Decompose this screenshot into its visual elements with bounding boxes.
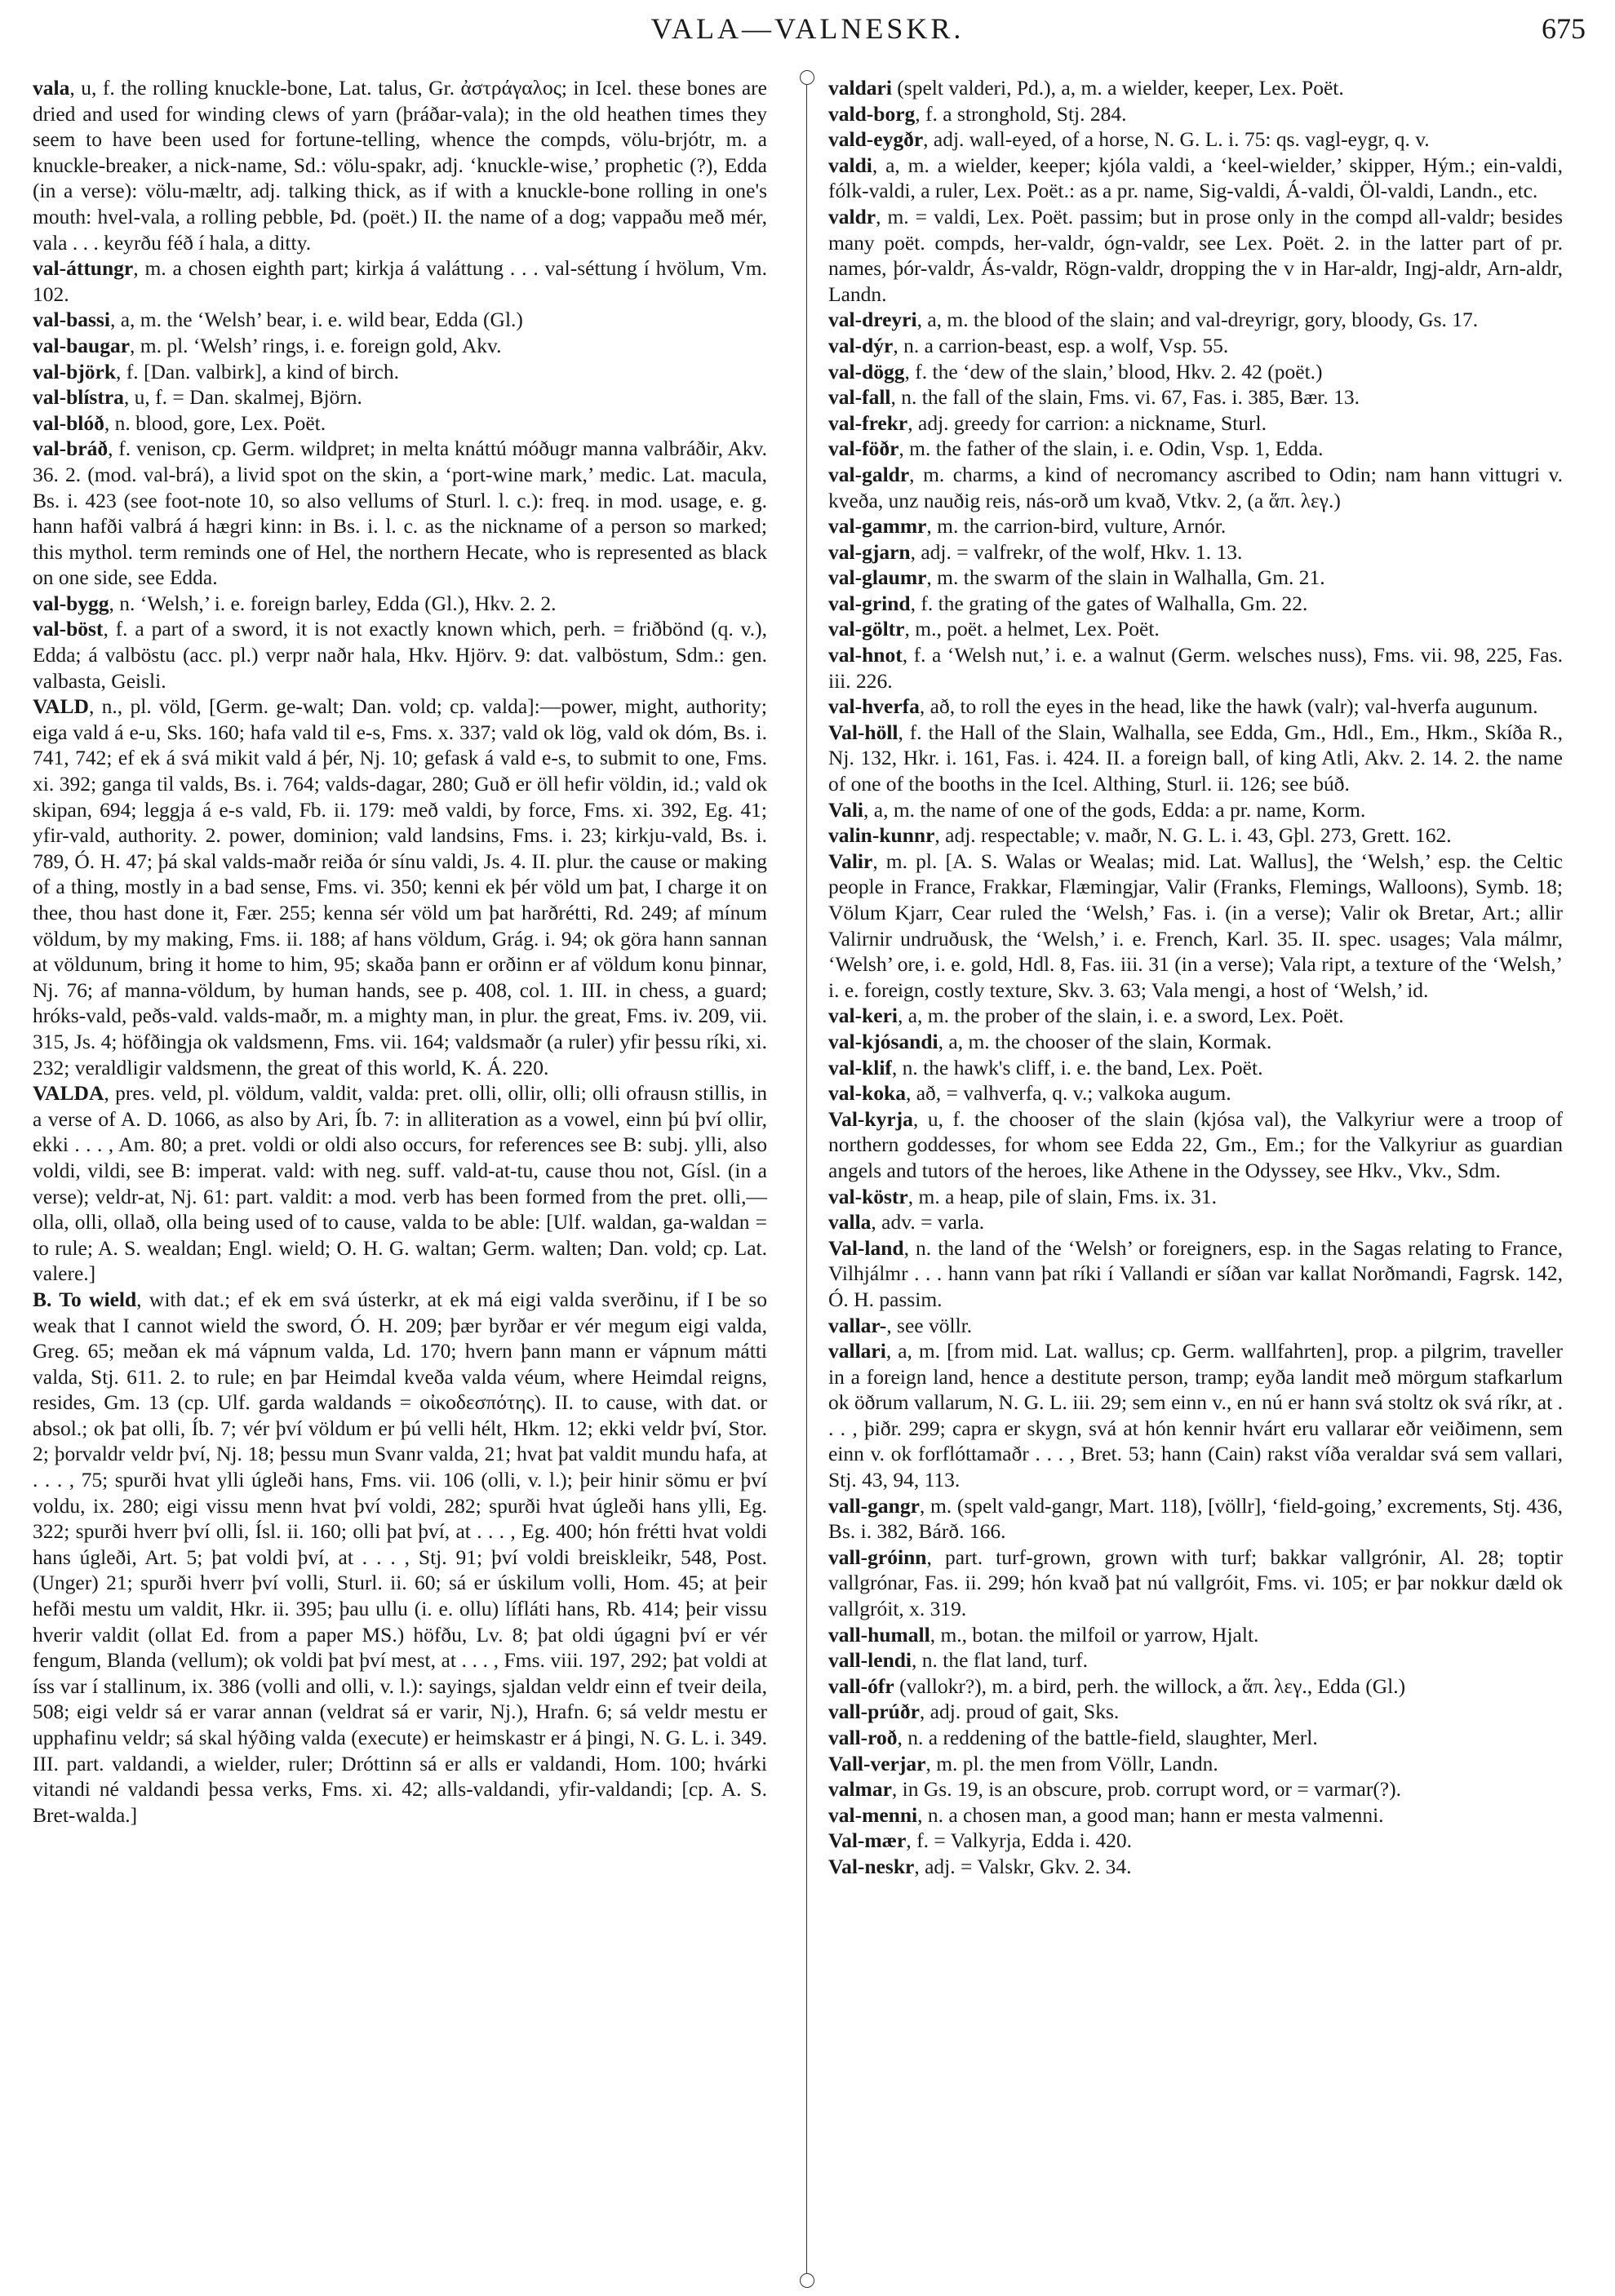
headword: Val-höll xyxy=(828,720,898,744)
dictionary-entry: val-föðr, m. the father of the slain, i. e. Odin, Vsp. 1, Edda. xyxy=(828,437,1324,461)
dictionary-entry: val-björk, f. [Dan. valbirk], a kind of birch. xyxy=(33,359,399,383)
dictionary-entry: valdari (spelt valderi, Pd.), a, m. a wielder, keeper, Lex. Poët. xyxy=(828,76,1344,100)
dictionary-entry: val-köstr, m. a heap, pile of slain, Fms. ix. 31. xyxy=(828,1184,1217,1208)
headword: val-baugar xyxy=(33,333,131,357)
dictionary-entry: val-böst, f. a part of a sword, it is not exactly known which, perh. = friðbönd (q. v.), Edda; á valböstu (acc. pl.) verpr naðr hala, Hkv. Hjörv. 9: dat. valböstum, Sdm.: gen. valbasta, Geisli. xyxy=(33,617,767,693)
divider-ornament-top xyxy=(800,70,814,85)
dictionary-entry: val-keri, a, m. the prober of the slain, i. e. a sword, Lex. Poët. xyxy=(828,1004,1344,1028)
headword: vala xyxy=(33,76,70,100)
right-column xyxy=(828,75,1563,1880)
dictionary-entry: val-fall, n. the fall of the slain, Fms. vi. 67, Fas. i. 385, Bær. 13. xyxy=(828,385,1360,410)
dictionary-entry: val-dýr, n. a carrion-beast, esp. a wolf, Vsp. 55. xyxy=(828,333,1229,357)
headword: valdari xyxy=(828,76,892,100)
dictionary-entry: Vali, a, m. the name of one of the gods, Edda: a pr. name, Korm. xyxy=(828,797,1366,822)
headword: vallar- xyxy=(828,1313,887,1337)
dictionary-entry: val-bassi, a, m. the ‘Welsh’ bear, i. e. wild bear, Edda (Gl.) xyxy=(33,308,523,332)
dictionary-entry: VALD, n., pl. völd, [Germ. ge-walt; Dan. vold; cp. valda]:—power, might, authority; eiga vald á e-u, Sks. 160; hafa vald til e-s, Fms. x. 337; vald ok lög, vald ok dóm, Bs. i. 741, 742; ef ek á svá mikit vald á þér, Nj. 10; gefask á vald e-s, to submit to one, Fms. xi. 392; ganga til valds, Bs. i. 764; valds-dagar, 280; Guð er öll hefir völdin, id.; vald ok skipan, 694; leggja á e-s vald, Fb. ii. 179: með valdi, by force, Fms. xi. 392, Eg. 41; yfir-vald, authority. 2. power, dominion; vald landsins, Fms. i. 23; kirkju-vald, Bs. i. 789, Ó. H. 47; þá skal valds-maðr reiða ór sínu valdi, Js. 4. II. plur. the cause or making of a thing, mostly in a bad sense, Fms. vi. 350; kenni ek þér völd um þat, I charge it on thee, thou hast done it, Fær. 255; kenna sér völd um þat harðrétti, Rd. 249; af mínum völdum, by my making, Fms. ii. 188; af hans völdum, Grág. i. 94; ok göra hann sannan at völdunum, bring it home to him, 95; skaða þann er orðinn er af völdum konu þinnar, Nj. 76; af manna-völdum, by human hands, see p. 408, col. 1. III. in chess, a guard; hróks-vald, peðs-vald. valds-maðr, m. a mighty man, in plur. the great, Fms. iv. 209, vii. 315, Js. 4; höfðingja ok valdsmenn, Fms. vii. 164; valdsmaðr (a ruler) yfir þessu ríki, xi. 232; veraldligir valdsmenn, the great of this world, K. Á. 220. xyxy=(33,694,767,1079)
dictionary-entry: valla, adv. = varla. xyxy=(828,1210,985,1234)
headword: val-dreyri xyxy=(828,308,917,332)
headword: vall-roð xyxy=(828,1726,898,1749)
headword: val-hnot xyxy=(828,643,903,667)
page-number: 675 xyxy=(1542,12,1586,45)
headword: vall-ófr xyxy=(828,1673,894,1698)
headword: val-gammr xyxy=(828,514,927,539)
headword: vald-borg xyxy=(828,101,916,126)
dictionary-entry: val-gjarn, adj. = valfrekr, of the wolf, Hkv. 1. 13. xyxy=(828,539,1243,564)
headword: val-dögg xyxy=(828,359,905,383)
dictionary-entry: val-klif, n. the hawk's cliff, i. e. the band, Lex. Poët. xyxy=(828,1055,1263,1079)
headword: val-köstr xyxy=(828,1184,908,1208)
dictionary-entry: valdi, a, m. a wielder, keeper; kjóla valdi, a ‘keel-wielder,’ skipper, Hým.; ein-valdi, fólk-valdi, a ruler, Lex. Poët.: as a pr. name, Sig-valdi, Á-valdi, Öl-valdi, Landn., etc. xyxy=(828,153,1563,203)
dictionary-entry: vallari, a, m. [from mid. Lat. wallus; cp. Germ. wallfahrten], prop. a pilgrim, traveller in a foreign land, hence a destitute person, tramp; eyða landit með mörgum stafkarlum ok öðrum vallarum, N. G. L. iii. 29; sem einn v., en nú er hann svá stoltz ok svá ríkr, at . . . , þiðr. 299; capra er skygn, svá at hón kennir hvárt eru vallarar eðr veiðimenn, sem einn v. ok forflóttamaðr . . . , Bret. 53; hann (Cain) rakst víða veraldar svá sem vallari, Stj. 43, 94, 113. xyxy=(828,1339,1563,1492)
headword: val-björk xyxy=(33,359,116,383)
headword: Vali xyxy=(828,797,863,822)
dictionary-entry: vald-eygðr, adj. wall-eyed, of a horse, N. G. L. i. 75: qs. vagl-eygr, q. v. xyxy=(828,127,1430,152)
dictionary-entry: val-hnot, f. a ‘Welsh nut,’ i. e. a walnut (Germ. welsches nuss), Fms. vii. 98, 225, Fas. iii. 226. xyxy=(828,643,1563,693)
headword: val-frekr xyxy=(828,410,908,435)
headword: val-menni xyxy=(828,1802,918,1827)
dictionary-entry: val-koka, að, = valhverfa, q. v.; valkoka augum. xyxy=(828,1081,1231,1106)
dictionary-entry: val-blóð, n. blood, gore, Lex. Poët. xyxy=(33,410,326,435)
headword: Vall-verjar xyxy=(828,1751,926,1775)
headword: val-koka xyxy=(828,1081,906,1106)
running-head xyxy=(0,8,1615,49)
headword: B. To wield xyxy=(33,1287,137,1311)
dictionary-entry: vall-roð, n. a reddening of the battle-field, slaughter, Merl. xyxy=(828,1726,1318,1749)
dictionary-entry: Val-neskr, adj. = Valskr, Gkv. 2. 34. xyxy=(828,1854,1132,1878)
headword: val-grind xyxy=(828,591,911,615)
headword: VALDA xyxy=(33,1081,104,1106)
headword: val-bygg xyxy=(33,591,109,615)
dictionary-entry: val-menni, n. a chosen man, a good man; hann er mesta valmenni. xyxy=(828,1802,1384,1827)
headword: val-klif xyxy=(828,1055,892,1079)
headword: valdi xyxy=(828,153,872,177)
dictionary-entry: vall-gróinn, part. turf-grown, grown with turf; bakkar vallgrónir, Al. 28; toptir vallgrónar, Fas. ii. 299; hón kvað þat nú vallgróit, Fms. vi. 105; er þar nokkur dæld ok vallgróit, x. 319. xyxy=(828,1545,1563,1621)
headword: VALD xyxy=(33,694,89,719)
headword: Val-neskr xyxy=(828,1854,915,1878)
headword: val-kjósandi xyxy=(828,1029,938,1053)
dictionary-entry: val-bráð, f. venison, cp. Germ. wildpret; in melta knáttú móðugr manna valbráðir, Akv. 36. 2. (mod. val-brá), a livid spot on the skin, a ‘port-wine mark,’ medic. Lat. macula, Bs. i. 423 (see foot-note 10, so also vellums of Sturl. l. c.): freq. in mod. usage, e. g. hann hafði valbrá á hægri kinn: in Bs. i. l. c. as the nickname of a person so marked; this mythol. term reminds one of Hel, the northern Hecate, who is represented as black on one side, see Edda. xyxy=(33,437,767,590)
dictionary-entry: valdr, m. = valdi, Lex. Poët. passim; but in prose only in the compd all-valdr; besides many poët. compds, her-valdr, ógn-valdr, see Lex. Poët. 2. in the latter part of pr. names, þór-valdr, Ás-valdr, Rögn-valdr, dropping the v in Har-aldr, Ingj-aldr, Arn-aldr, Landn. xyxy=(828,204,1563,306)
headword: val-göltr xyxy=(828,617,905,641)
divider-ornament-bottom xyxy=(800,2273,814,2288)
headword: valdr xyxy=(828,204,876,228)
dictionary-entry: valin-kunnr, adj. respectable; v. maðr, N. G. L. i. 43, Gþl. 273, Grett. 162. xyxy=(828,823,1452,848)
dictionary-entry: val-glaumr, m. the swarm of the slain in Walhalla, Gm. 21. xyxy=(828,565,1325,590)
headword: val-böst xyxy=(33,617,104,641)
dictionary-entry: val-baugar, m. pl. ‘Welsh’ rings, i. e. foreign gold, Akv. xyxy=(33,333,502,357)
headword: val-föðr xyxy=(828,437,899,461)
headword: val-hverfa xyxy=(828,694,920,719)
dictionary-entry: val-frekr, adj. greedy for carrion: a nickname, Sturl. xyxy=(828,410,1267,435)
headword: val-galdr xyxy=(828,462,910,486)
headword: vall-lendi xyxy=(828,1648,912,1673)
dictionary-entry: Vall-verjar, m. pl. the men from Völlr, Landn. xyxy=(828,1751,1218,1775)
headword: valin-kunnr xyxy=(828,823,935,848)
headword: val-blóð xyxy=(33,410,104,435)
dictionary-entry: Val-kyrja, u, f. the chooser of the slain (kjósa val), the Valkyriur were a troop of northern goddesses, for whom see Edda 22, Gm., Em.; for the Valkyriur as guardian angels and tutors of the heroes, like Athene in the Odyssey, see Hkv., Vkv., Sdm. xyxy=(828,1106,1563,1182)
dictionary-entry: val-bygg, n. ‘Welsh,’ i. e. foreign barley, Edda (Gl.), Hkv. 2. 2. xyxy=(33,591,557,615)
headword: val-dýr xyxy=(828,333,894,357)
dictionary-entry: Val-land, n. the land of the ‘Welsh’ or foreigners, esp. in the Sagas relating to France, Vilhjálmr . . . hann vann þat ríki í Vallandi er síðan var kallat Norðmandi, Fagrsk. 142, Ó. H. passim. xyxy=(828,1235,1563,1311)
dictionary-entry: val-hverfa, að, to roll the eyes in the head, like the hawk (valr); val-hverfa augunum. xyxy=(828,694,1538,719)
left-column xyxy=(33,75,767,1828)
headword: val-bassi xyxy=(33,308,110,332)
headword: val-glaumr xyxy=(828,565,927,590)
headword: valmar xyxy=(828,1777,892,1802)
dictionary-entry: B. To wield, with dat.; ef ek em svá ústerkr, at ek má eigi valda sverðinu, if I be so weak that I cannot wield the sword, Ó. H. 209; þær byrðar er vér megum eigi valda, Greg. 65; meðan ek má vápnum valda, Ld. 170; hvern þann mann er vápnum mátti valda, Stj. 611. 2. to rule; en þar Heimdal kveða valda véum, where Heimdal reigns, resides, Gm. 13 (cp. Ulf. garda waldands = οἰκοδεσπότης). II. to cause, with dat. or absol.; ok þat olli, Íb. 7; vér því völdum er þú velli hélt, Hkm. 12; ekki veldr því, Stor. 2; þorvaldr veldr því, Nj. 18; þessu mun Svanr valda, 21; hvat þat valdit mundu hafa, at . . . , 75; spurði hvat ylli úgleði hans, Fms. vii. 106 (olli, v. l.); þeir hinir sömu er því voldu, ix. 280; eigi vissu menn hvat því voldi, 282; spurði hvat úgleði hans ylli, Eg. 322; spurði hverr því olli, Ísl. ii. 160; olli þat því, at . . . , Eg. 400; hón frétti hvat voldi hans úgleði, Art. 5; þat voldi því, at . . . , Stj. 91; því voldi breiskleikr, 548, Post. (Unger) 21; spurði hverr því volli, Sturl. ii. 60; sá er úskilum volli, Hom. 45; at þeir hefði mestu um valdit, Hkr. ii. 395; þau ullu (i. e. ollu) lífláti hans, Rb. 414; þeir vissu hverir valdit (ollat Ed. from a paper MS.) höfðu, Lv. 8; þat oldi úgagni því er vér fengum, Blanda (vellum); ok voldi þat því mest, at . . . , Fms. viii. 197, 292; þat voldi at íss var í stallinum, ix. 386 (volli and olli, v. l.): sayings, sjaldan veldr einn ef tveir deila, 508; eigi veldr sá er varar annan (veldrat sá er varir, Nj.), Hrafn. 6; sá veldr mestu er upphafinu veldr; sá skal hýðing valda (execute) er heimskastr er á þingi, N. G. L. i. 349. III. part. valdandi, a wielder, ruler; Dróttinn sá er alls er valdandi, Hom. 100; hvárki vitandi né valdandi þessa verks, Fms. xi. 42; alls-valdandi, yfir-valdandi; [cp. A. S. Bret-walda.] xyxy=(33,1287,768,1827)
headword: vall-humall xyxy=(828,1622,930,1647)
dictionary-entry: val-dreyri, a, m. the blood of the slain; and val-dreyrigr, gory, bloody, Gs. 17. xyxy=(828,308,1479,332)
dictionary-entry: vallar-, see völlr. xyxy=(828,1313,973,1337)
headword: vallari xyxy=(828,1339,886,1363)
headword: Valir xyxy=(828,849,873,873)
dictionary-entry: val-gammr, m. the carrion-bird, vulture, Arnór. xyxy=(828,514,1227,539)
dictionary-entry: Valir, m. pl. [A. S. Walas or Wealas; mid. Lat. Wallus], the ‘Welsh,’ esp. the Celtic people in France, Frakkar, Flæmingjar, Valir (Franks, Flemings, Walloons), Symb. 18; Völum Kjarr, Cear ruled the ‘Welsh,’ Fas. i. (in a verse); Valir ok Bretar, Art.; allir Valirnir undruðusk, the ‘Welsh,’ i. e. French, Karl. 35. II. spec. usages; Vala málmr, ‘Welsh’ ore, i. e. gold, Hdl. 8, Fas. iii. 31 (in a verse); Vala ript, a texture of the ‘Welsh,’ i. e. foreign, costly texture, Skv. 3. 63; Vala mengi, a host of ‘Welsh,’ id. xyxy=(828,849,1563,1002)
dictionary-entry: VALDA, pres. veld, pl. völdum, valdit, valda: pret. olli, ollir, olli; olli ofrausn stillis, in a verse of A. D. 1066, as also by Ari, Íb. 7: in alliteration as a vowel, einn þú því ollir, ekki . . . , Am. 80; a pret. voldi or oldi also occurs, for references see B: subj. ylli, also voldi, vildi, see B: imperat. vald: with neg. suff. vald-at-tu, cause thou not, Gísl. (in a verse); veldr-at, Nj. 61: part. valdit: a mod. verb has been formed from the pret. olli,—olla, olli, ollað, olla being used of to cause, valda to be able: [Ulf. waldan, ga-waldan = to rule; A. S. wealdan; Engl. wield; O. H. G. waltan; Germ. walten; Dan. vold; cp. Lat. valere.] xyxy=(33,1081,767,1286)
headword: vall-prúðr xyxy=(828,1700,920,1724)
dictionary-entry: val-áttungr, m. a chosen eighth part; kirkja á valáttung . . . val-séttung í hvölum, Vm. 102. xyxy=(33,256,767,306)
headword: vald-eygðr xyxy=(828,127,924,152)
headword: valla xyxy=(828,1210,872,1234)
headword: Val-kyrja xyxy=(828,1106,913,1131)
dictionary-entry: vall-prúðr, adj. proud of gait, Sks. xyxy=(828,1700,1120,1724)
dictionary-entry: val-blístra, u, f. = Dan. skalmej, Björn. xyxy=(33,385,362,410)
column-divider xyxy=(806,73,807,2276)
dictionary-entry: Val-höll, f. the Hall of the Slain, Walhalla, see Edda, Gm., Hdl., Em., Hkm., Skíða R., Nj. 132, Hkr. i. 161, Fas. i. 424. II. a foreign ball, of king Atli, Akv. 2. 14. 2. the name of one of the booths in the Icel. Althing, Sturl. ii. 126; see búð. xyxy=(828,720,1563,796)
dictionary-entry: vall-humall, m., botan. the milfoil or yarrow, Hjalt. xyxy=(828,1622,1259,1647)
headword: Val-land xyxy=(828,1235,904,1260)
dictionary-entry: val-dögg, f. the ‘dew of the slain,’ blood, Hkv. 2. 42 (poët.) xyxy=(828,359,1323,383)
headword: vall-gróinn xyxy=(828,1545,927,1569)
headword: val-keri xyxy=(828,1004,898,1028)
dictionary-entry: val-galdr, m. charms, a kind of necromancy ascribed to Odin; nam hann vittugri v. kveða, unz nauðig reis, nás-orð um kvað, Vtkv. 2, (a ἅπ. λεγ.) xyxy=(828,462,1563,512)
dictionary-entry: val-kjósandi, a, m. the chooser of the slain, Kormak. xyxy=(828,1029,1272,1053)
page-title: VALA—VALNESKR. xyxy=(650,12,965,45)
headword: vall-gangr xyxy=(828,1493,920,1518)
dictionary-entry: vald-borg, f. a stronghold, Stj. 284. xyxy=(828,101,1127,126)
dictionary-entry: vall-gangr, m. (spelt vald-gangr, Mart. 118), [völlr], ‘field-going,’ excrements, Stj. 436, Bs. i. 382, Bárð. 166. xyxy=(828,1493,1563,1544)
headword: val-fall xyxy=(828,385,891,410)
headword: val-bráð xyxy=(33,437,109,461)
dictionary-entry: vala, u, f. the rolling knuckle-bone, Lat. talus, Gr. ἀστράγαλος; in Icel. these bones are dried and used for winding clews of yarn (þráðar-vala); in the old heathen times they seem to have been used for fortune-telling, whence the compds, völu-brjótr, m. a knuckle-breaker, a nick-name, Sd.: völu-spakr, adj. ‘knuckle-wise,’ prophetic (?), Edda (in a verse): völu-mæltr, adj. talking thick, as if with a knuckle-bone rolling in one's mouth: hvel-vala, a rolling pebble, Þd. (poët.) II. the name of a dog; vappaðu með mér, vala . . . keyrðu féð í hala, a ditty. xyxy=(33,76,767,255)
headword: val-áttungr xyxy=(33,256,134,281)
dictionary-entry: Val-mær, f. = Valkyrja, Edda i. 420. xyxy=(828,1828,1133,1853)
headword: val-blístra xyxy=(33,385,124,410)
dictionary-entry: vall-lendi, n. the flat land, turf. xyxy=(828,1648,1088,1673)
dictionary-entry: valmar, in Gs. 19, is an obscure, prob. corrupt word, or = varmar(?). xyxy=(828,1777,1401,1802)
headword: val-gjarn xyxy=(828,539,911,564)
headword: Val-mær xyxy=(828,1828,907,1853)
dictionary-entry: val-göltr, m., poët. a helmet, Lex. Poët. xyxy=(828,617,1160,641)
dictionary-entry: vall-ófr (vallokr?), m. a bird, perh. the willock, a ἅπ. λεγ., Edda (Gl.) xyxy=(828,1673,1406,1698)
dictionary-entry: val-grind, f. the grating of the gates of Walhalla, Gm. 22. xyxy=(828,591,1308,615)
